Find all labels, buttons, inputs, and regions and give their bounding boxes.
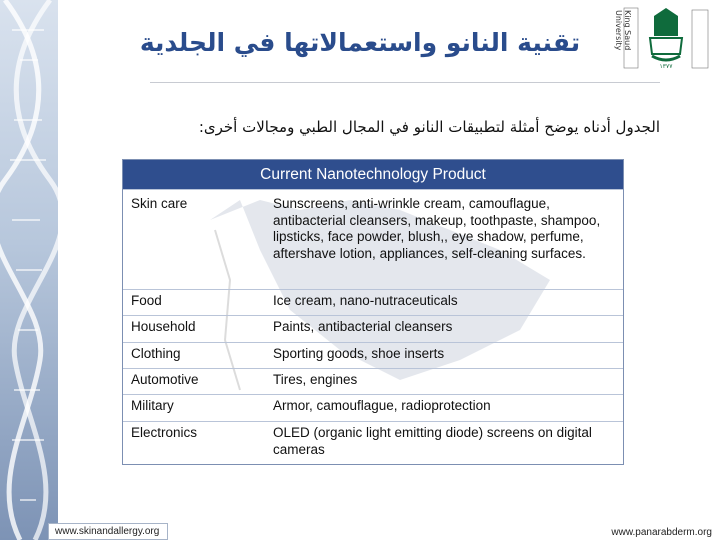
table-row	[123, 189, 623, 289]
logo-text: King Saud University	[614, 10, 632, 51]
items-cell: Sunscreens, anti-wrinkle cream, camouflague, antibacterial cleansers, makeup, toothpaste, shampoo, lipsticks, face powder, blush,, eye shadow, perfume, aftershave lotion, appliances, self-cleaning surfaces.	[273, 196, 601, 261]
items-cell: Tires, engines	[273, 372, 358, 387]
category-cell: Food	[131, 293, 162, 308]
items-cell: OLED (organic light emitting diode) screens on digital cameras	[273, 425, 592, 457]
items-cell: Armor, camouflague, radioprotection	[273, 398, 491, 413]
footer-source-left: www.skinandallergy.org	[48, 523, 168, 540]
table-row	[123, 368, 623, 394]
category-cell: Electronics	[131, 425, 198, 440]
table-row	[123, 315, 623, 342]
footer-source-right: www.panarabderm.org	[611, 527, 712, 538]
title-divider	[150, 82, 660, 83]
table-row	[123, 421, 623, 464]
category-cell: Military	[131, 398, 174, 413]
items-cell: Paints, antibacterial cleansers	[273, 319, 453, 334]
category-cell: Clothing	[131, 346, 181, 361]
page-title: تقنية النانو واستعمالاتها في الجلدية	[139, 28, 581, 57]
items-cell: Ice cream, nano-nutraceuticals	[273, 293, 458, 308]
nanotech-products-table	[122, 159, 624, 465]
table-row	[123, 289, 623, 315]
dna-helix-decoration	[0, 0, 58, 540]
table-row	[123, 394, 623, 421]
table-row	[123, 342, 623, 368]
category-cell: Household	[131, 319, 196, 334]
table-header: Current Nanotechnology Product	[123, 160, 623, 189]
items-cell: Sporting goods, shoe inserts	[273, 346, 445, 361]
university-logo	[614, 6, 710, 72]
page-subtitle: الجدول أدناه يوضح أمثلة لتطبيقات النانو في المجال الطبي ومجالات أخرى:	[198, 118, 660, 136]
category-cell: Skin care	[131, 196, 188, 211]
category-cell: Automotive	[131, 372, 199, 387]
svg-text:١٣٧٧: ١٣٧٧	[659, 63, 673, 70]
